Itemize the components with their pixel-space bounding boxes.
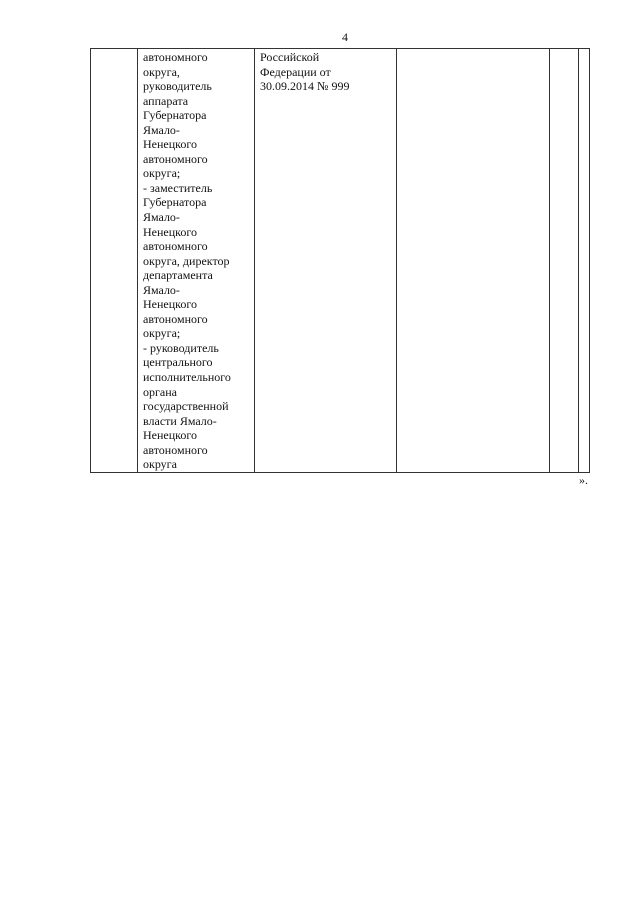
table-cell-empty [579,49,590,473]
closing-quote-mark: ». [579,473,588,487]
cell-text-line: округа; [143,166,181,181]
cell-text-line: Ненецкого [143,297,198,312]
cell-text-line: руководитель [143,79,212,94]
cell-text-line: Федерации от [260,64,331,79]
cell-text-line: аппарата [143,93,189,108]
table-cell-position [138,49,255,473]
cell-text-line: исполнительного [143,370,231,385]
table-cell-number [91,49,138,473]
table-cell-legal-basis [255,49,397,473]
cell-text-line: Губернатора [143,108,207,123]
cell-text-line: Ямало- [143,122,180,137]
cell-text-line: Ненецкого [143,137,198,152]
page-number: 4 [342,30,348,44]
cell-text-line: Ямало- [143,210,180,225]
cell-text-line: Российской [260,50,320,64]
cell-text-line: власти Ямало- [143,413,217,428]
cell-text-line: 30.09.2014 № 999 [260,79,350,94]
cell-text-line: округа, [143,64,180,79]
cell-text-line: - руководитель [143,340,219,355]
cell-text-line: - заместитель [143,180,213,195]
table-row [91,49,590,473]
cell-text-line: Губернатора [143,195,207,210]
cell-text-line: автономного [143,50,208,64]
cell-text-line: автономного [143,311,208,326]
cell-text-line: Ямало- [143,282,180,297]
cell-text-line: Ненецкого [143,428,198,443]
cell-text-line: Ненецкого [143,224,198,239]
cell-text-line: органа [143,384,177,399]
cell-text-line: округа [143,457,177,472]
cell-text-line: центрального [143,355,213,370]
cell-text-line: автономного [143,151,208,166]
table-cell-empty [550,49,579,473]
cell-text-line: департамента [143,268,213,283]
cell-text-line: государственной [143,399,229,414]
cell-text-line: округа, директор [143,253,230,268]
cell-text-line: автономного [143,442,208,457]
cell-text-line: автономного [143,239,208,254]
table-cell-empty [397,49,550,473]
cell-text-line: округа; [143,326,181,341]
document-table [90,48,590,473]
